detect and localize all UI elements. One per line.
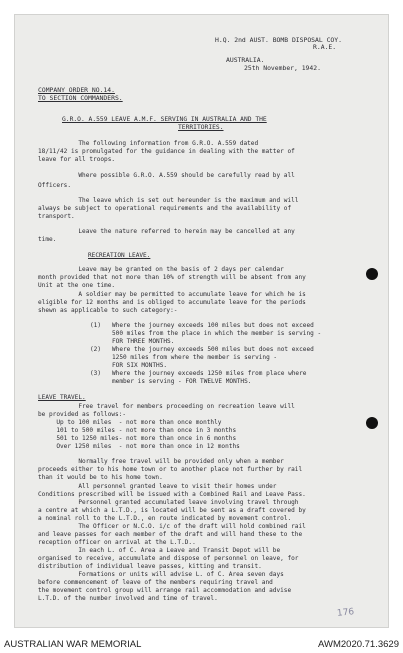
travel-p3-line-8: reception officer on arrival at the L.T.D.. xyxy=(38,539,196,546)
page-number: 176 xyxy=(336,607,355,619)
subject-line-1: G.R.O. A.559 LEAVE A.M.F. SERVING IN AUSTRALIA AND THE xyxy=(62,116,267,123)
order-date: 25th November, 1942. xyxy=(244,64,321,72)
cancel-line-1: Leave the nature referred to herein may be cancelled at any xyxy=(38,228,295,235)
recreation-p1-line-1: Leave may be granted on the basis of 2 days per calendar xyxy=(38,266,284,273)
recreation-p2-line-1: A soldier may be permitted to accumulate leave for which he is xyxy=(38,291,306,298)
read-line-2: Officers. xyxy=(38,182,72,189)
recreation-p2-line-2: eligible for 12 months and is obliged to accumulate leave for the periods xyxy=(38,299,306,306)
location: AUSTRALIA. xyxy=(226,56,265,64)
item-3-line-2: member is serving - FOR TWELVE MONTHS. xyxy=(112,378,252,385)
item-2-line-3: FOR SIX MONTHS. xyxy=(112,362,168,369)
travel-table-row-2: 101 to 500 miles - not more than once in 3 months xyxy=(38,427,237,434)
subject-line-2: TERRITORIES. xyxy=(178,124,224,131)
item-3-line-1: Where the journey exceeds 1250 miles from place where xyxy=(112,370,307,377)
travel-p3-line-7: and leave passes for each member of the draft and will hand these to the xyxy=(38,531,303,538)
travel-p2-line-1: Normally free travel will be provided only when a member xyxy=(38,458,284,465)
order-title: COMPANY ORDER NO.14. xyxy=(38,86,115,94)
travel-p3-line-11: distribution of individual leave passes, kitting and transit. xyxy=(38,563,262,570)
recreation-heading: RECREATION LEAVE. xyxy=(88,252,151,259)
unit-corps: R.A.E. xyxy=(313,43,337,51)
order-recipients: TO SECTION COMMANDERS. xyxy=(38,94,123,102)
travel-p3-line-15: L.T.D. of the number involved and time of travel. xyxy=(38,595,218,602)
unit-name: H.Q. 2nd AUST. BOMB DISPOSAL COY. xyxy=(215,36,342,44)
travel-p3-line-6: The Officer or N.C.O. i/c of the draft will hold combined rail xyxy=(38,523,306,530)
recreation-p1-line-2: month provided that not more than 10% of strength will be absent from any xyxy=(38,274,306,281)
item-1-line-1: Where the journey exceeds 100 miles but does not exceed xyxy=(112,322,314,329)
leave-line-1: The leave which is set out hereunder is the maximum and will xyxy=(38,197,299,204)
travel-p1-line-2: be provided as follows:- xyxy=(38,411,127,418)
travel-p2-line-3: than it would be to his home town. xyxy=(38,474,163,481)
intro-line-3: leave for all troops. xyxy=(38,156,116,163)
travel-heading: LEAVE TRAVEL. xyxy=(38,394,86,401)
item-2-number: (2) xyxy=(90,346,102,353)
leave-line-2: always be subject to operational requirements and the availability of xyxy=(38,205,292,212)
travel-p3-line-5: a nominal roll to the L.T.D., en route indicated by movement control. xyxy=(38,515,292,522)
recreation-p2-line-3: shewn as applicable to such category:- xyxy=(38,307,178,314)
item-2-line-2: 1250 miles from where the member is serving - xyxy=(112,354,278,361)
travel-p3-line-3: Personnel granted accumulated leave involving travel through xyxy=(38,499,299,506)
archive-name: AUSTRALIAN WAR MEMORIAL xyxy=(4,639,142,650)
archive-footer xyxy=(0,636,403,653)
travel-table-row-1: Up to 100 miles - not more than once monthly xyxy=(38,419,222,426)
travel-p3-line-12: Formations or units will advise L. of C. Area seven days xyxy=(38,571,284,578)
travel-p3-line-2: Conditions prescribed will be issued with a Combined Rail and Leave Pass. xyxy=(38,491,306,498)
travel-p2-line-2: proceeds either to his home town or to another place not further by rail xyxy=(38,466,303,473)
travel-p3-line-4: a centre at which a L.T.D., is located will be sent as a draft covered by xyxy=(38,507,306,514)
archive-reference: AWM2020.71.3629 xyxy=(318,639,399,650)
travel-p3-line-13: before commencement of leave of the members requiring travel and xyxy=(38,579,273,586)
leave-line-3: transport. xyxy=(38,213,75,220)
item-1-number: (1) xyxy=(90,322,102,329)
cancel-line-2: time. xyxy=(38,236,57,243)
travel-p3-line-14: the movement control group will arrange rail accommodation and advise xyxy=(38,587,292,594)
travel-p3-line-1: All personnel granted leave to visit their homes under xyxy=(38,483,277,490)
travel-p1-line-1: Free travel for members proceeding on recreation leave will xyxy=(38,403,295,410)
travel-table-row-4: Over 1250 miles - not more than once in 12 months xyxy=(38,443,240,450)
travel-p3-line-9: In each L. of C. Area a Leave and Transit Depot will be xyxy=(38,547,281,554)
travel-p3-line-10: organised to receive, accumulate and dispose of personnel on leave, for xyxy=(38,555,299,562)
item-3-number: (3) xyxy=(90,370,102,377)
travel-table-row-3: 501 to 1250 miles- not more than once in 6 months xyxy=(38,435,237,442)
item-1-line-3: FOR THREE MONTHS. xyxy=(112,338,175,345)
punch-hole-top xyxy=(366,268,378,280)
punch-hole-bottom xyxy=(366,417,378,429)
item-1-line-2: 500 miles from the place in which the member is serving - xyxy=(112,330,322,337)
item-2-line-1: Where the journey exceeds 500 miles but does not exceed xyxy=(112,346,314,353)
read-line-1: Where possible G.R.O. A.559 should be carefully read by all xyxy=(38,172,295,179)
intro-line-2: 18/11/42 is promulgated for the guidance in dealing with the matter of xyxy=(38,148,295,155)
recreation-p1-line-3: Unit at the one time. xyxy=(38,282,116,289)
intro-line-1: The following information from G.R.O. A.559 dated xyxy=(38,140,259,147)
